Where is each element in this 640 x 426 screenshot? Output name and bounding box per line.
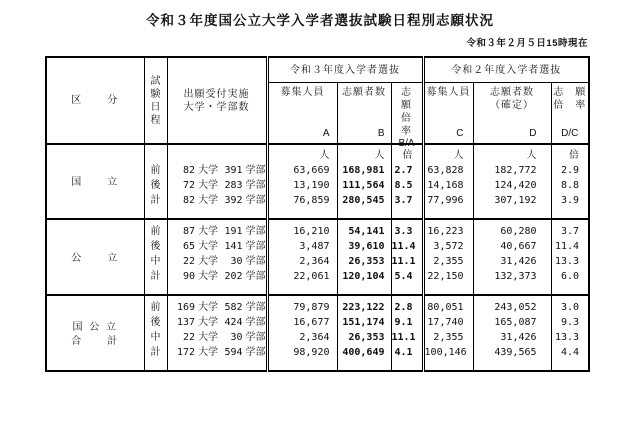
univ-count: 82 (183, 195, 196, 206)
fac-count: 191 (224, 226, 243, 237)
cell-quota-r3: 3,487 (267, 239, 337, 254)
fac-label: 学部 (245, 165, 266, 176)
cell-ratio-r2: 3.0 (551, 295, 589, 315)
schedule-char: 程 (150, 114, 161, 126)
fac-count: 30 (230, 256, 243, 267)
cell-schedule: 前 (144, 219, 167, 239)
header-universities-line1: 出願受付実施 (183, 88, 250, 100)
cell-quota-r3: 22,061 (267, 269, 337, 295)
univ-fac-wrap (168, 345, 266, 360)
cell-quota-r2: 77,996 (423, 193, 473, 219)
cell-applicants-r2: 439,565 (473, 345, 551, 371)
header-col-ba (391, 83, 424, 149)
cell-ratio-r2: 8.8 (551, 178, 589, 193)
cell-applicants-r3: 151,174 (337, 315, 391, 330)
cell-ratio-r3: 2.7 (391, 163, 423, 178)
cell-quota-r2: 17,740 (423, 315, 473, 330)
col-a-label: 募集人員 (280, 87, 325, 98)
schedule-char: 験 (150, 88, 161, 100)
cell-univ-fac (167, 163, 267, 178)
header-col-a (267, 83, 337, 145)
page-title: 令和３年度国公立大学入学者選抜試験日程別志願状況 (146, 13, 494, 28)
cell-quota-r3: 2,364 (267, 330, 337, 345)
univ-count: 22 (183, 256, 196, 267)
cell-schedule: 中 (144, 330, 167, 345)
cell-univ-fac (167, 315, 267, 330)
fac-count: 283 (224, 180, 243, 191)
cell-applicants-r2: 243,052 (473, 295, 551, 315)
univ-label: 大学 (198, 226, 219, 237)
cell-applicants-r3: 111,564 (337, 178, 391, 193)
cell-ratio-r2: 3.9 (551, 193, 589, 219)
cell-applicants-r2: 124,420 (473, 178, 551, 193)
cell-applicants-r3: 280,545 (337, 193, 391, 219)
cell-applicants-r3: 26,353 (337, 330, 391, 345)
univ-fac-wrap (168, 315, 266, 330)
table-row (46, 295, 589, 315)
cell-applicants-r2: 132,373 (473, 269, 551, 295)
univ-label: 大学 (198, 195, 219, 206)
cell-applicants-r3: 54,141 (337, 219, 391, 239)
cell-quota-r3: 98,920 (267, 345, 337, 371)
cell-ratio-r2: 13.3 (551, 330, 589, 345)
cell-quota-r3: 13,190 (267, 178, 337, 193)
cell-category-goukei (46, 295, 144, 371)
category-line: 公 立 (71, 253, 120, 264)
cell-quota-r2: 14,168 (423, 178, 473, 193)
cell-univ-fac (167, 219, 267, 239)
cell-quota-r2: 16,223 (423, 219, 473, 239)
cell-applicants-r3: 39,610 (337, 239, 391, 254)
fac-label: 学部 (245, 317, 266, 328)
univ-count: 22 (183, 332, 196, 343)
cell-quota-r3: 16,677 (267, 315, 337, 330)
cell-applicants-r2: 307,192 (473, 193, 551, 219)
header-universities (167, 57, 267, 144)
header-group-r2: 令和２年度入学者選抜 (423, 57, 589, 83)
cell-applicants-r3: 120,104 (337, 269, 391, 295)
univ-fac-wrap (168, 254, 266, 269)
col-ba-letter: B/A (398, 138, 415, 149)
cell-unit: 人 (337, 144, 391, 163)
cell-schedule: 計 (144, 345, 167, 371)
cell-schedule: 計 (144, 269, 167, 295)
cell-univ-fac (167, 193, 267, 219)
cell-applicants-r2: 31,426 (473, 254, 551, 269)
col-dc-label2: 倍 率 (553, 100, 587, 111)
cell-ratio-r2: 4.4 (551, 345, 589, 371)
univ-fac-wrap (168, 239, 266, 254)
category-line: 国 立 (71, 177, 120, 188)
block-kokuritsu (46, 144, 589, 219)
col-ba-label2: 倍 率 (401, 113, 424, 137)
col-d-letter: D (529, 128, 537, 139)
cell-applicants-r2: 182,772 (473, 163, 551, 178)
fac-label: 学部 (245, 302, 266, 313)
cell-quota-r2: 3,572 (423, 239, 473, 254)
univ-fac-wrap (168, 163, 266, 178)
fac-label: 学部 (245, 241, 266, 252)
header-col-dc (551, 83, 589, 145)
univ-fac-wrap (168, 300, 266, 315)
fac-count: 424 (224, 317, 243, 328)
cell-schedule: 計 (144, 193, 167, 219)
col-d-label1: 志願者数 (490, 87, 535, 98)
univ-count: 90 (183, 271, 196, 282)
category-line: 合 計 (71, 336, 120, 347)
cell-quota-r2: 63,828 (423, 163, 473, 178)
cell-applicants-r2: 40,667 (473, 239, 551, 254)
col-b-letter: B (377, 128, 385, 139)
cell-quota-r3: 76,859 (267, 193, 337, 219)
category-line: 国 公 立 (72, 322, 119, 333)
col-ba-label1: 志 願 (401, 87, 424, 111)
cell-ratio-r3: 3.3 (391, 219, 423, 239)
cell-unit: 人 (423, 144, 473, 163)
cell-schedule: 後 (144, 239, 167, 254)
fac-count: 30 (230, 332, 243, 343)
cell-schedule: 後 (144, 178, 167, 193)
cell-univ-fac (167, 345, 267, 371)
cell-quota-r2: 100,146 (423, 345, 473, 371)
fac-label: 学部 (245, 226, 266, 237)
univ-fac-wrap (168, 224, 266, 239)
fac-count: 392 (224, 195, 243, 206)
univ-label: 大学 (198, 317, 219, 328)
cell-applicants-r2: 60,280 (473, 219, 551, 239)
cell-ratio-r2: 3.7 (551, 219, 589, 239)
univ-fac-wrap (168, 178, 266, 193)
cell-ratio-r2: 2.9 (551, 163, 589, 178)
fac-label: 学部 (245, 195, 266, 206)
cell-quota-r3: 2,364 (267, 254, 337, 269)
fac-count: 202 (224, 271, 243, 282)
univ-label: 大学 (198, 256, 219, 267)
cell-ratio-r3: 9.1 (391, 315, 423, 330)
table-header (46, 57, 589, 149)
fac-count: 582 (224, 302, 243, 313)
cell-applicants-r3: 223,122 (337, 295, 391, 315)
col-b-label: 志願者数 (342, 87, 386, 98)
univ-count: 82 (183, 165, 196, 176)
fac-label: 学部 (245, 332, 266, 343)
fac-count: 391 (224, 165, 243, 176)
cell-unit: 人 (473, 144, 551, 163)
univ-label: 大学 (198, 165, 219, 176)
cell-ratio-r3: 2.8 (391, 295, 423, 315)
cell-ratio-r2: 6.0 (551, 269, 589, 295)
cell-univ-fac (167, 239, 267, 254)
univ-count: 65 (183, 241, 196, 252)
header-category: 区 分 (71, 95, 120, 106)
cell-quota-r2: 22,150 (423, 269, 473, 295)
col-c-letter: C (456, 128, 464, 139)
cell-unit: 倍 (391, 144, 423, 163)
cell-ratio-r3: 4.1 (391, 345, 423, 371)
header-universities-line2: 大学・学部数 (183, 101, 250, 113)
univ-label: 大学 (198, 180, 219, 191)
cell-ratio-r3: 3.7 (391, 193, 423, 219)
cell-applicants-r2: 165,087 (473, 315, 551, 330)
cell-ratio-r2: 9.3 (551, 315, 589, 330)
fac-label: 学部 (245, 271, 266, 282)
col-d-label2: （確定） (490, 100, 535, 111)
cell-univ-fac (167, 330, 267, 345)
fac-count: 594 (224, 347, 243, 358)
header-col-c (423, 83, 473, 145)
univ-count: 87 (183, 226, 196, 237)
cell-ratio-r2: 13.3 (551, 254, 589, 269)
univ-label: 大学 (198, 302, 219, 313)
cell-univ-fac (167, 269, 267, 295)
univ-count: 137 (177, 317, 196, 328)
fac-label: 学部 (245, 180, 266, 191)
table-row (46, 219, 589, 239)
cell-quota-r3: 79,879 (267, 295, 337, 315)
fac-label: 学部 (245, 256, 266, 267)
cell-unit: 人 (267, 144, 337, 163)
cell-quota-r3: 16,210 (267, 219, 337, 239)
cell-quota-r2: 2,355 (423, 254, 473, 269)
cell-univ-fac (167, 178, 267, 193)
cell-ratio-r3: 11.1 (391, 330, 423, 345)
cell-quota-r3: 63,669 (267, 163, 337, 178)
cell-quota-r2: 2,355 (423, 330, 473, 345)
cell-univ-fac (167, 254, 267, 269)
header-group-r3: 令和３年度入学者選抜 (267, 57, 423, 83)
cell-category-kouritsu (46, 219, 144, 295)
cell-ratio-r3: 5.4 (391, 269, 423, 295)
cell-ratio-r2: 11.4 (551, 239, 589, 254)
cell-schedule: 後 (144, 315, 167, 330)
timestamp: 令和３年２月５日15時現在 (466, 38, 588, 49)
col-dc-letter: D/C (561, 128, 579, 139)
cell-ratio-r3: 8.5 (391, 178, 423, 193)
units-row (46, 144, 589, 163)
col-a-letter: A (322, 128, 330, 139)
cell-ratio-r3: 11.4 (391, 239, 423, 254)
header-col-b (337, 83, 391, 145)
cell-ratio-r3: 11.1 (391, 254, 423, 269)
univ-label: 大学 (198, 241, 219, 252)
schedule-char: 試 (150, 75, 161, 87)
cell-schedule: 中 (144, 254, 167, 269)
cell-schedule: 前 (144, 295, 167, 315)
univ-count: 169 (177, 302, 196, 313)
cell-univ-fac-empty (167, 144, 267, 163)
header-col-d (473, 83, 551, 145)
univ-fac-wrap (168, 193, 266, 208)
univ-count: 172 (177, 347, 196, 358)
cell-quota-r2: 80,051 (423, 295, 473, 315)
admissions-table (45, 56, 590, 372)
cell-univ-fac (167, 295, 267, 315)
fac-label: 学部 (245, 347, 266, 358)
col-dc-label1: 志 願 (553, 87, 587, 98)
univ-label: 大学 (198, 271, 219, 282)
cell-category-kokuritsu (46, 144, 144, 219)
cell-unit: 倍 (551, 144, 589, 163)
univ-fac-wrap (168, 330, 266, 345)
header-schedule (144, 57, 167, 144)
block-kouritsu (46, 219, 589, 295)
schedule-char: 日 (150, 101, 161, 113)
cell-applicants-r3: 168,981 (337, 163, 391, 178)
cell-applicants-r2: 31,426 (473, 330, 551, 345)
univ-count: 72 (183, 180, 196, 191)
cell-schedule: 前 (144, 163, 167, 178)
timestamp-wrap (45, 33, 588, 51)
cell-schedule-empty (144, 144, 167, 163)
col-c-label: 募集人員 (426, 87, 471, 98)
fac-count: 141 (224, 241, 243, 252)
univ-label: 大学 (198, 332, 219, 343)
cell-applicants-r3: 400,649 (337, 345, 391, 371)
univ-label: 大学 (198, 347, 219, 358)
cell-applicants-r3: 26,353 (337, 254, 391, 269)
univ-fac-wrap (168, 269, 266, 284)
block-goukei (46, 295, 589, 371)
